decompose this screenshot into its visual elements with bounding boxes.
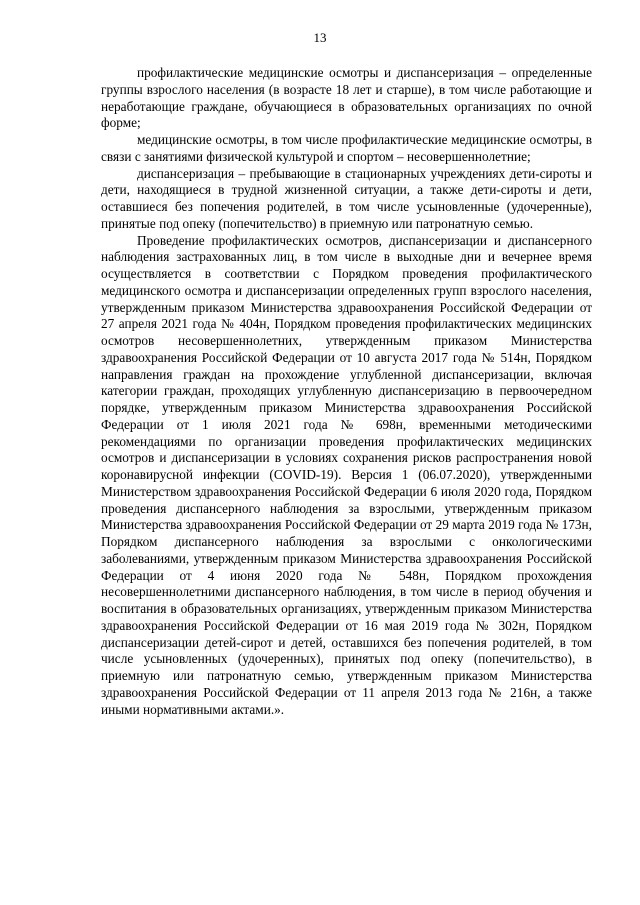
document-body <box>101 65 592 718</box>
paragraph-preventive-exams-adults: профилактические медицинские осмотры и диспансеризация – определенные группы взрослого населения (в возрасте 18 лет и старше), в том числе работающие и неработающие граждане, обучающиеся в образовательных организациях по очной форме; <box>101 65 592 131</box>
paragraph-procedure-regulations: Проведение профилактических осмотров, диспансеризации и диспансерного наблюдения застрахованных лиц, в том числе в выходные дни и вечернее время осуществляется в соответствии с Порядком проведения профилактического медицинского осмотра и диспансеризации определенных групп взрослого населения, утвержденным приказом Министерства здравоохранения Российской Федерации от 27 апреля 2021 года № 404н, Порядком проведения профилактических медицинских осмотров несовершеннолетних, утвержденным приказом Министерства здравоохранения Российской Федерации от 10 августа 2017 года № 514н, Порядком направления граждан на прохождение углубленной диспансеризации, включая категории граждан, проходящих углубленную диспансеризацию в первоочередном порядке, утвержденным приказом Министерства здравоохранения Российской Федерации от 1 июля 2021 года № 698н, временными методическими рекомендациями по организации проведения профилактических медицинских осмотров и диспансеризации в условиях сохранения рисков распространения новой коронавирусной инфекции (COVID-19). Версия 1 (06.07.2020), утвержденными Министерством здравоохранения Российской Федерации 6 июля 2020 года, Порядком проведения диспансерного наблюдения за взрослыми, утвержденным приказом Министерства здравоохранения Российской Федерации от 29 марта 2019 года № 173н, Порядком диспансерного наблюдения за взрослыми с онкологическими заболеваниями, утвержденным приказом Министерства здравоохранения Российской Федерации от 4 июня 2020 года № 548н, Порядком прохождения несовершеннолетними диспансерного наблюдения, в том числе в период обучения и воспитания в образовательных организациях, утвержденным приказом Министерства здравоохранения Российской Федерации от 16 мая 2019 года № 302н, Порядком диспансеризации детей-сирот и детей, оставшихся без попечения родителей, в том числе усыновленных (удочеренных), принятых под опеку (попечительство), в приемную или патронатную семью, утвержденным приказом Министерства здравоохранения Российской Федерации от 11 апреля 2013 года № 216н, а также иными нормативными актами.». <box>101 232 592 717</box>
paragraph-sports-medical-exams: медицинские осмотры, в том числе профилактические медицинские осмотры, в связи с занятиями физической культурой и спортом – несовершеннолетние; <box>101 132 592 164</box>
page-number: 13 <box>313 30 327 45</box>
paragraph-orphans-dispensarization: диспансеризация – пребывающие в стационарных учреждениях дети-сироты и дети, находящиеся в трудной жизненной ситуации, а также дети-сироты и дети, оставшиеся без попечения родителей, в том числе усыновленные (удочеренные), принятые под опеку (попечительство) в приемную или патронатную семью. <box>101 165 592 231</box>
